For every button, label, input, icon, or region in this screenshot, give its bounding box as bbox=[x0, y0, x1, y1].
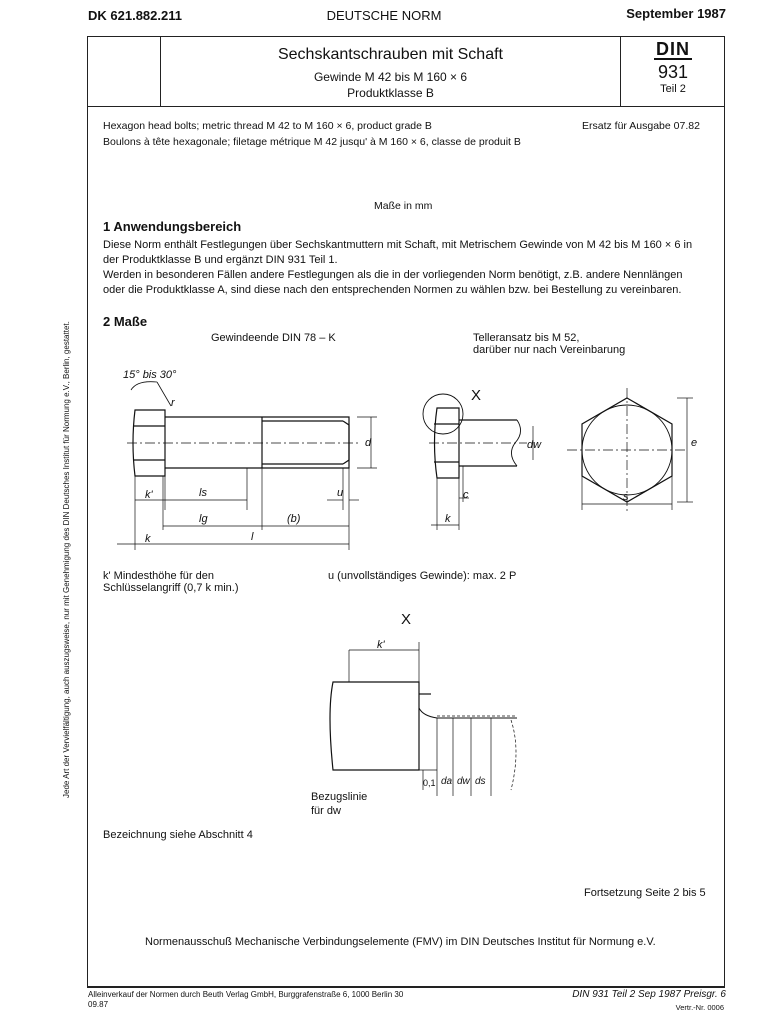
detail-x-circle bbox=[423, 394, 463, 434]
copyright-side-note: Jede Art der Vervielfältigung, auch auszugsweise, nur mit Genehmigung des DIN Deutsches Institut für Normung e.V., Berlin, gestattet. bbox=[62, 321, 71, 798]
angle-label: 15° bis 30° bbox=[123, 369, 177, 381]
label-teller-1: Telleransatz bis M 52, bbox=[473, 332, 580, 344]
note-k-1: k' Mindesthöhe für den bbox=[103, 570, 214, 582]
label-teller-2: darüber nur nach Vereinbarung bbox=[473, 344, 626, 356]
title-english: Hexagon head bolts; metric thread M 42 to M 160 × 6, product grade B bbox=[103, 120, 432, 132]
designation-note: Bezeichnung siehe Abschnitt 4 bbox=[103, 829, 253, 841]
footer-publisher-line: Alleinverkauf der Normen durch Beuth Verlag GmbH, Burggrafenstraße 6, 1000 Berlin 30 bbox=[88, 990, 404, 999]
footer-code: 09.87 bbox=[88, 1000, 109, 1009]
title-divider-right bbox=[620, 36, 621, 106]
page-subtitle-thread: Gewinde M 42 bis M 160 × 6 bbox=[313, 70, 468, 84]
replaces-note: Ersatz für Ausgabe 07.82 bbox=[582, 120, 700, 132]
dim-b: (b) bbox=[287, 513, 301, 525]
section-1-para-1a: Diese Norm enthält Festlegungen über Sechskantmuttern mit Schaft, mit Metrischem Gewinde von M 42 bis M 160 × 6 in bbox=[103, 239, 693, 251]
dim-kp: k' bbox=[145, 489, 153, 501]
dim-da: da bbox=[441, 776, 453, 787]
dim-k-mid: k bbox=[445, 513, 451, 525]
footer-vertr: Vertr.-Nr. 0006 bbox=[675, 1003, 724, 1012]
footer-divider bbox=[87, 987, 725, 988]
dim-ds: ds bbox=[475, 776, 486, 787]
dim-e: e bbox=[691, 437, 698, 449]
footer-publisher bbox=[88, 990, 403, 1010]
committee-note: Normenausschuß Mechanische Verbindungselemente (FMV) im DIN Deutsches Institut für Normung e.V. bbox=[145, 936, 656, 948]
dim-tolerance: 0,1 bbox=[423, 778, 436, 788]
doc-type: DEUTSCHE NORM bbox=[326, 8, 442, 23]
footer-doc-id: DIN 931 Teil 2 Sep 1987 Preisgr. 6 bbox=[572, 989, 726, 1000]
section-1-para-2a: Werden in besonderen Fällen andere Festlegungen als die in der vorliegenden Norm benötigt, z.B. andere Nennlängen bbox=[103, 269, 683, 281]
dim-kp-detail: k' bbox=[377, 639, 385, 651]
note-k-2: Schlüsselangriff (0,7 k min.) bbox=[103, 582, 239, 594]
dim-u: u bbox=[337, 487, 344, 499]
bezug-label-2: für dw bbox=[311, 805, 341, 817]
detail-x-marker: X bbox=[471, 387, 482, 404]
bolt-tip bbox=[343, 421, 349, 464]
bezug-label-1: Bezugslinie bbox=[311, 791, 368, 803]
din-logo: DIN bbox=[656, 39, 690, 59]
title-french: Boulons à tête hexagonale; filetage métrique M 42 jusqu' à M 160 × 6, classe de produit B bbox=[103, 136, 521, 148]
dim-dw: dw bbox=[527, 439, 542, 451]
dim-l: l bbox=[251, 531, 254, 543]
issue-date: September 1987 bbox=[626, 6, 726, 21]
units-note: Maße in mm bbox=[374, 200, 433, 212]
dk-number: DK 621.882.211 bbox=[88, 8, 182, 23]
detail-fillet bbox=[419, 708, 517, 718]
section-1-para-2b: oder die Produktklasse A, sind diese nach den entsprechenden Normen zu wählen bzw. bei Bestellung zu vereinbaren. bbox=[103, 284, 682, 296]
page-title: Sechskantschrauben mit Schaft bbox=[277, 46, 503, 63]
title-divider-bottom bbox=[87, 106, 725, 107]
angle-arc bbox=[131, 382, 157, 390]
detail-x-title: X bbox=[401, 611, 412, 628]
section-1-para-1b: der Produktklasse B und ergänzt DIN 931 Teil 1. bbox=[103, 254, 338, 266]
din-part: Teil 2 bbox=[660, 83, 686, 95]
dim-dw-detail: dw bbox=[457, 776, 470, 787]
dim-lg: lg bbox=[199, 513, 208, 525]
dim-c: c bbox=[463, 489, 469, 501]
detail-head bbox=[330, 682, 419, 770]
dim-r: r bbox=[171, 397, 175, 409]
section-2-heading: 2 Maße bbox=[103, 314, 148, 329]
label-thread-end: Gewindeende DIN 78 – K bbox=[211, 332, 336, 344]
bolt-shank bbox=[165, 417, 349, 468]
dim-ls: ls bbox=[199, 487, 207, 499]
angle-leader bbox=[157, 382, 171, 406]
dim-d: d bbox=[365, 437, 372, 449]
section-1-heading: 1 Anwendungsbereich bbox=[103, 219, 242, 234]
page-subtitle-class: Produktklasse B bbox=[347, 86, 434, 100]
note-u: u (unvollständiges Gewinde): max. 2 P bbox=[328, 570, 517, 582]
dim-k-side: k bbox=[145, 533, 151, 545]
din-block bbox=[628, 40, 718, 95]
continuation-note: Fortsetzung Seite 2 bis 5 bbox=[584, 887, 706, 899]
din-number: 931 bbox=[657, 62, 689, 82]
dim-s: s bbox=[623, 491, 629, 503]
